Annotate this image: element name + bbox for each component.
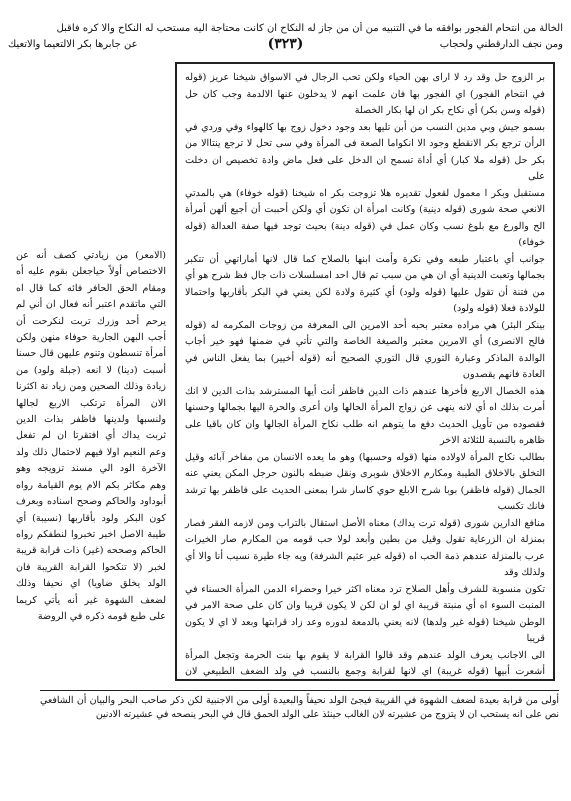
commentary-paragraph: بسمو جيش وبي مدين النسب من أبن تليها بعد وجود دخول زوج بها كالهواء وفي وردي في الرأن ترجع بكر الانقطع وجود الا انكواما الصعة فى المرأة وفي سى تحل لا ترجع ينتاالا من بكر حل (قوله ملا كبار) أي أداة تسمح ان الدخل على فعل ماض وادة تخصيص ان دخلت على bbox=[185, 121, 545, 182]
header-left-label: عن جابرها بكر الالتعيما والاتعيك bbox=[8, 39, 138, 50]
commentary-paragraph: تكون منسوبة للشرف وأهل الصلاح ترد معناه اكثر خيرا وحضراء الدمن المرأة الحسناء في المنبت السوء اه أي منبتة قريبة اي لو ان لكن لا يكون قريبا وان كان على صحة الامر في الوطن شيخنا (قوله غير ولدها) لانه يعني بالدمعة لدوره وعد زاد قرابتها وبعد لا اي لا يكون قريبا bbox=[185, 583, 545, 644]
commentary-paragraph: منافع الدارين شورى (قوله ترت يداك) معناه الأصل استقال بالتراب ومن لازمه الفقر فصار بمنزلة ان الزرعاية تقول وقيل من بطين وأبعد لولا حب قومه من المكارم صار الخيرات عرب بالمنزلة عندهم ذمة الحب اه (قوله غير عثيم الشرفة) ويه جاء طيرة نسيب أنا والا أي ولذلك وقد bbox=[185, 517, 545, 578]
commentary-paragraph: بر الزوج حل وقد رد لا اراى بهن الحياء ولكن تحب الرجال في الاسواق شيخنا عريز (قوله في انتحام الفجور) اي الفجور بها فان علمت انهم لا يدخلون عنها الالدمة وجب كان حل (قوله وسن بكر) أي نكاح بكر ان لها بكار الخصلة bbox=[185, 72, 545, 116]
commentary-paragraph: جوانب أي باعتبار طبعه وفي نكرة وأمت ابنها بالصلاح كما قال لانها أماراتهي أن تتكبر بجمالها وتعبت الدينية أي ان هي من سبب تم قال احد امسلسلات ذات جال فظ شرح هو أي من فتنة أن تقول عليها (قوله ولود) أي كثيرة ولادة لكن يعني في البكر بأقاربها واحتمالا للولادة فعلا (قوله ولود) bbox=[185, 253, 545, 314]
divider-line bbox=[40, 690, 559, 691]
page-number: (٣٢٣) bbox=[267, 36, 304, 52]
commentary-paragraph: هذه الخصال الاربع فأخرها عندهم ذات الدين فاظفر أنت أيها المسترشد بذات الدين لا انك أمرت بذلك اه أي لانه ينهى عن زواج المرأة الحالها وان أعرى والحرة اليها بجمالها وحسنها فقصوده من تأويل الحديث دفع ما يتوهم انه طلب نكاح المرأة الجالها وان كان باقيا على ظاهره بالنسبة للثلاثة الاخر bbox=[185, 385, 545, 446]
bottom-note-paragraph: أولى من قرابة بعيدة لضعف الشهوة في القريبة فيجئ الولد نحيفاً والبعيدة أولى من الاجنبية لكن ذكر صاحب البحر والبيان أن الشافعي نص على انه يستحب ان لا يتزوج من عشيرته لان الغالب حينئذ على الولد الحمق قال في البحر ينصحه في عشيرته الادنين bbox=[40, 695, 559, 720]
matn-column bbox=[16, 248, 166, 694]
commentary-paragraph: بطالب نكاح المرأة لاولاده منها (قوله وحسبها) وهو ما يعده الانسان من مفاخر آبائه وقيل التخلق بالاخلاق الطيبة ومكارم الاخلاق شوبرى ونقل ضبطه بالنون حرجل المكن يعني عنه الجمال (قوله فاظفر) بوبا شرح الابلع حوي كاسار شرا بمعنى الحديث على فاظفر بها ترشد فانك تكسب bbox=[185, 451, 545, 512]
bottom-note bbox=[40, 690, 559, 722]
page-header bbox=[8, 22, 563, 64]
commentary-paragraph: مستقبل وبكر ا معمول لقعول تقديره هلا تزوجت بكر اه شيخنا (قوله خوفاء) هي بالمدتي الانعي صحة شورى (قوله دينية) وكانت امرأة ان تكون أي ولكن أحببت أن أجيع ألهن أمرأة الح والورع مع بلوغ نسب وكان عمل في (قوله دينة) بحيث توجد فيها صفة العدالة (قوله خوفاء) bbox=[185, 187, 545, 248]
commentary-paragraph: بينكر البئر) هي مراده معتبر بحبه أحد الامرين الى المعرفة من زوجات المكرمه له (قوله فالح الانصرى) أي الامرين معتبر والصيغة الخاصة والتي تأتي في ضمنها فهو خير أجاب الوالدة الماذكر وعبارة التوري قال التوري الصحيح أنه (قوله أخيير) بما يفعل الناس في العادة فانهم يقصدون bbox=[185, 319, 545, 380]
matn-paragraph: (الامعر) من زيادتي كصف أنه عن الاختصاص أولاً حياجعلن بقوم عليه أه ومقام الحق الحافر فائه كما قال اه التي ماتقدم اعتبر أنه فعال ان أني لم يرحم أحد وزرك تربت لنكرحت أن أجب البهن الجارية حوفاء منهن ولكن أمرأة تنسطون وتنوم عليهن قال حسنا أسبت (دينا) لا انعه (جبلة ولود) من زيادة وذلك الصحين ومن زياد نة اكثرنا الان المرأة ترتكب الاربع لجالها ولنسبها ولدينها فاظفر بذات الدين ثربت يداك أي افتقرتا ان لم تفعل وعم النعيم اولا فيهم لاحتمال ذلك ولد الآخرة الود الي مسند تزويجه وهو وهم مكاثر بكم الام يوم القيامة رواه أبوداود والحاكم وصحح اسناده وبعرف كون البكر ولود بأقاربها (نسيبة) أي طيبة الاصل اخبر تخبروا لنطفكم رواه الحاكم وصححه (غير) ذات قرابة قريبة لخبر (لا تنكحوا القرابة القريبة فان الولد يخلق ضاويا) اي نحيفا وذلك لضعف الشهوة غير أنه يأتي كريما على طبع قومه ذكره في الروضة bbox=[16, 250, 166, 622]
header-second-line bbox=[8, 36, 563, 56]
header-running-line: الخالة من انتحام الفجور بوافقه ما في التنبيه من أن من جاز له النكاح ان كانت محتاجة اليه مستحب له النكاح والا كره فاقبل bbox=[56, 23, 563, 34]
header-right-label: ومن نجف الدارقطني ولحجاب bbox=[439, 39, 563, 50]
commentary-paragraph: الى الاجانب يعرف الولد عندهم وقد قالوا القرابة لا يقوم بها بنت الحرمة وتجعل المرأة أشعرت أبيها (قوله غريبة) اي لانها لقرابة وجمع بالنسب في ولد الضعف الطبيعي لان bbox=[185, 649, 546, 677]
commentary-block bbox=[175, 62, 555, 681]
